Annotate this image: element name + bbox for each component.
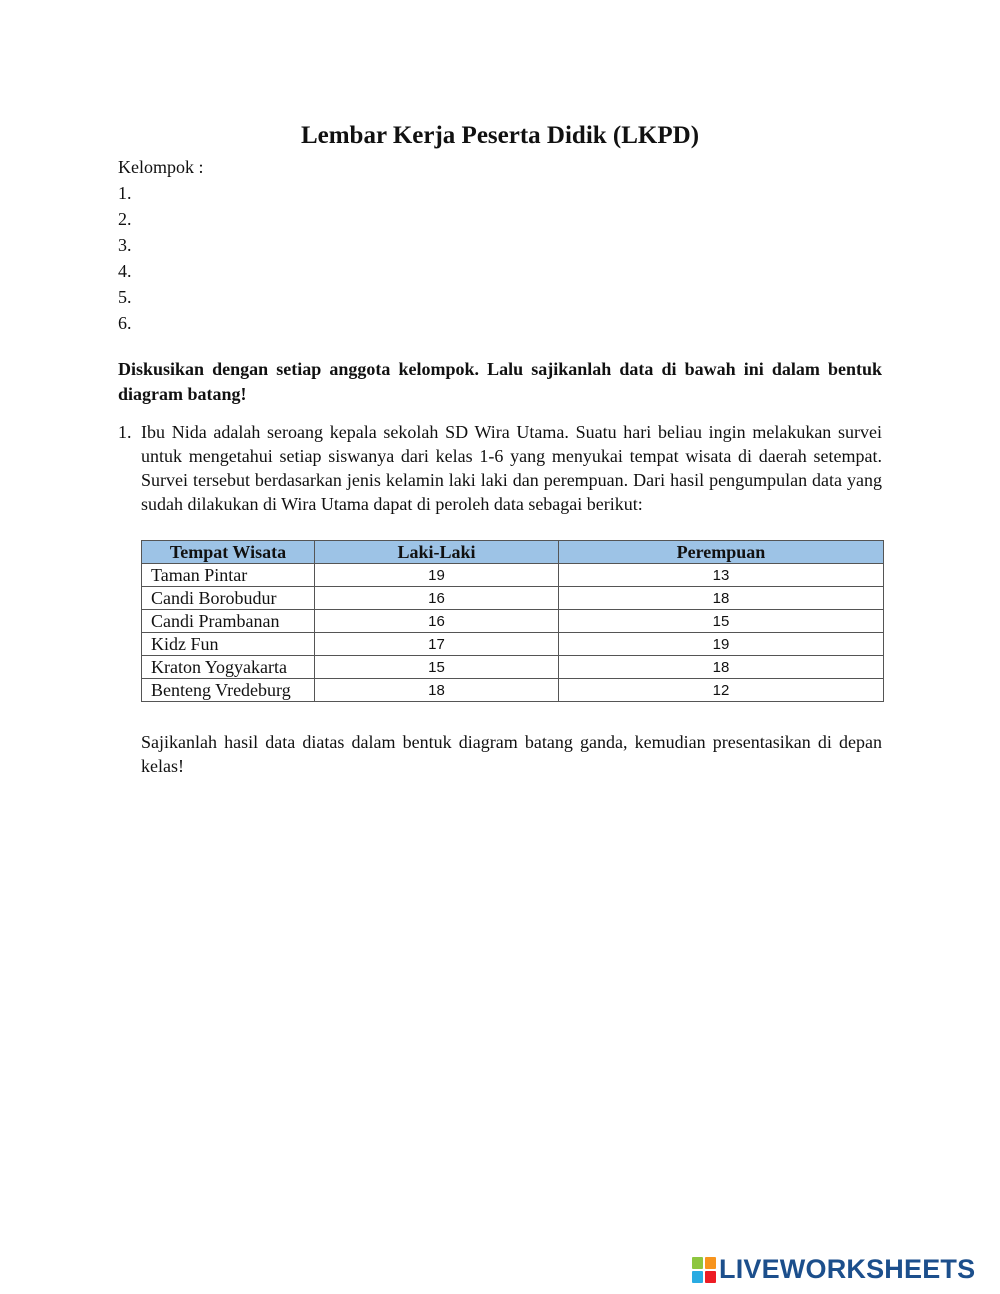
logo-square-icon [692,1257,703,1269]
page-title: Lembar Kerja Peserta Didik (LKPD) [300,122,700,149]
header-laki-laki: Laki-Laki [315,541,559,564]
table-row [142,587,884,610]
survey-data-table [141,540,884,702]
table-row [142,679,884,702]
male-count-cell: 15 [315,656,559,679]
question-text: Ibu Nida adalah seroang kepala sekolah SD Wira Utama. Suatu hari beliau ingin melakukan survei untuk mengetahui setiap siswanya dari kelas 1-6 yang menyukai tempat wisata di daerah setempat. Survei tersebut berdasarkan jenis kelamin laki laki dan perempuan. Dari hasil pengumpulan data yang sudah dilakukan di Wira Utama dapat di peroleh data sebagai berikut: [141,422,882,514]
group-member-number: 5. [118,287,132,307]
question-1 [118,420,882,516]
table-header-row [142,541,884,564]
group-member-number: 3. [118,235,132,255]
logo-square-icon [705,1271,716,1283]
group-label: Kelompok : [118,157,204,177]
header-tempat-wisata: Tempat Wisata [142,541,315,564]
table-row [142,610,884,633]
logo-square-icon [692,1271,703,1283]
table-row [142,564,884,587]
header-perempuan: Perempuan [559,541,884,564]
female-count-cell: 13 [559,564,884,587]
male-count-cell: 17 [315,633,559,656]
liveworksheets-logo [692,1254,975,1285]
table-row [142,656,884,679]
male-count-cell: 16 [315,610,559,633]
place-cell: Candi Prambanan [142,610,315,633]
place-cell: Kidz Fun [142,633,315,656]
group-member-number: 4. [118,261,132,281]
male-count-cell: 16 [315,587,559,610]
liveworksheets-logo-text: LIVEWORKSHEETS [719,1254,976,1284]
female-count-cell: 18 [559,587,884,610]
closing-instruction: Sajikanlah hasil data diatas dalam bentuk diagram batang ganda, kemudian presentasikan di depan kelas! [141,732,882,776]
group-section [118,154,204,336]
place-cell: Benteng Vredeburg [142,679,315,702]
female-count-cell: 18 [559,656,884,679]
female-count-cell: 19 [559,633,884,656]
place-cell: Taman Pintar [142,564,315,587]
female-count-cell: 15 [559,610,884,633]
logo-square-icon [705,1257,716,1269]
place-cell: Candi Borobudur [142,587,315,610]
group-member-number: 1. [118,183,132,203]
group-member-number: 6. [118,313,132,333]
table-row [142,633,884,656]
liveworksheets-logo-icon [692,1257,716,1283]
group-member-number: 2. [118,209,132,229]
place-cell: Kraton Yogyakarta [142,656,315,679]
male-count-cell: 18 [315,679,559,702]
male-count-cell: 19 [315,564,559,587]
female-count-cell: 12 [559,679,884,702]
question-number: 1. [118,422,132,442]
instruction-text: Diskusikan dengan setiap anggota kelompok. Lalu sajikanlah data di bawah ini dalam bentuk diagram batang! [118,359,882,404]
